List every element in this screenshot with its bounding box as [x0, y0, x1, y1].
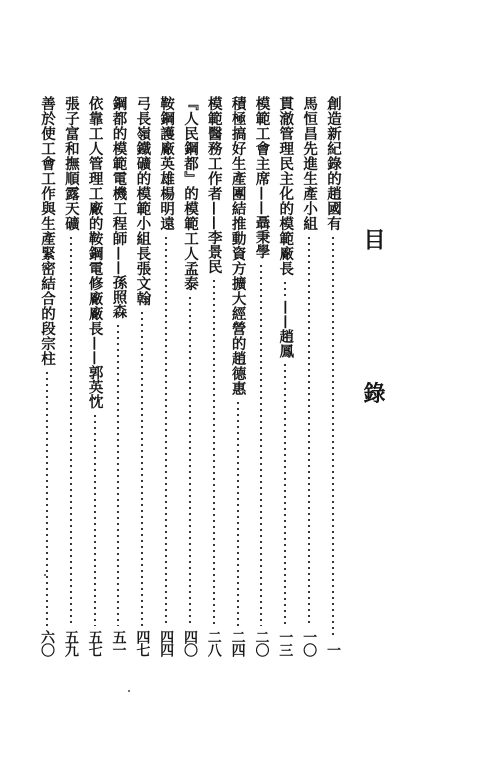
entry-title: 張子富和撫順露天礦 — [62, 96, 80, 231]
toc-entry — [38, 96, 56, 656]
entry-page: 五一 — [110, 630, 127, 656]
entry-page: 一三 — [277, 630, 294, 656]
entry-title: 積極搞好生產團結推動資方擴大經營的趙德惠 — [229, 96, 247, 396]
toc-entry — [276, 96, 294, 656]
entry-page: 五九 — [62, 630, 79, 656]
dot-leader — [324, 235, 342, 639]
entry-page: 四七 — [134, 630, 151, 656]
toc-entry — [300, 96, 318, 656]
dot-leader — [86, 413, 104, 627]
entry-author: ——孫照森 — [110, 246, 128, 319]
entry-title: 依靠工人管理工廠的鞍鋼電修廠廠長 — [86, 96, 104, 336]
entry-author: ——李景民 — [205, 201, 223, 274]
dot-leader — [133, 310, 151, 626]
entry-author: ——郭英忱 — [86, 336, 104, 409]
dot-leader — [157, 235, 175, 626]
toc-entry — [62, 96, 80, 656]
dot-leader — [300, 235, 318, 626]
dot-leader — [252, 263, 270, 627]
print-speck — [128, 690, 130, 692]
entry-title: 鋼都的模範電機工程師 — [110, 96, 128, 246]
entry-title: 貫澈管理民主化的模範廠長 — [277, 96, 295, 276]
entry-page: 四四 — [158, 630, 175, 656]
entry-title: 鞍鋼護廠英雄楊明遠 — [158, 96, 176, 231]
entry-title: 模範工會主席 — [253, 96, 271, 186]
dot-leader — [38, 370, 56, 626]
print-speck — [44, 574, 46, 576]
entry-author: ——聶秉學 — [253, 186, 271, 259]
toc-entry — [229, 96, 247, 656]
entry-title: 模範醫務工作者 — [205, 96, 223, 201]
toc-list — [38, 96, 342, 656]
dot-leader — [205, 278, 223, 627]
entry-author: ——趙鳳 — [277, 300, 295, 358]
toc-entry — [157, 96, 175, 656]
dot-leader — [181, 295, 199, 626]
page-title: 目 錄 — [360, 228, 386, 466]
entry-page: 四〇 — [181, 630, 198, 656]
entry-title: 馬恒昌先進生產小組 — [301, 96, 319, 231]
dot-leader — [276, 362, 294, 626]
entry-title: 創造新紀錄的趙國有 — [324, 96, 342, 231]
dot-leader — [276, 280, 294, 296]
dot-leader — [62, 235, 80, 626]
dot-leader — [229, 400, 247, 626]
entry-page: 一 — [324, 643, 341, 656]
entry-page: 二八 — [205, 630, 222, 656]
entry-page: 一〇 — [301, 630, 318, 656]
toc-entry — [252, 96, 270, 656]
entry-page: 六〇 — [39, 630, 55, 656]
toc-entry — [181, 96, 199, 656]
entry-title: 弓長嶺鐵礦的模範小組長張文翰 — [134, 96, 152, 306]
entry-title: 『人民鋼都』的模範工人孟泰 — [181, 96, 199, 291]
toc-entry — [86, 96, 104, 656]
entry-page: 二四 — [229, 630, 246, 656]
entry-page: 二〇 — [253, 630, 270, 656]
dot-leader — [109, 323, 127, 627]
toc-entry — [324, 96, 342, 656]
toc-entry — [205, 96, 223, 656]
entry-title: 善於使工會工作與生產緊密結合的段宗柱 — [39, 96, 56, 366]
toc-entry — [109, 96, 127, 656]
entry-page: 五七 — [86, 630, 103, 656]
toc-entry — [133, 96, 151, 656]
